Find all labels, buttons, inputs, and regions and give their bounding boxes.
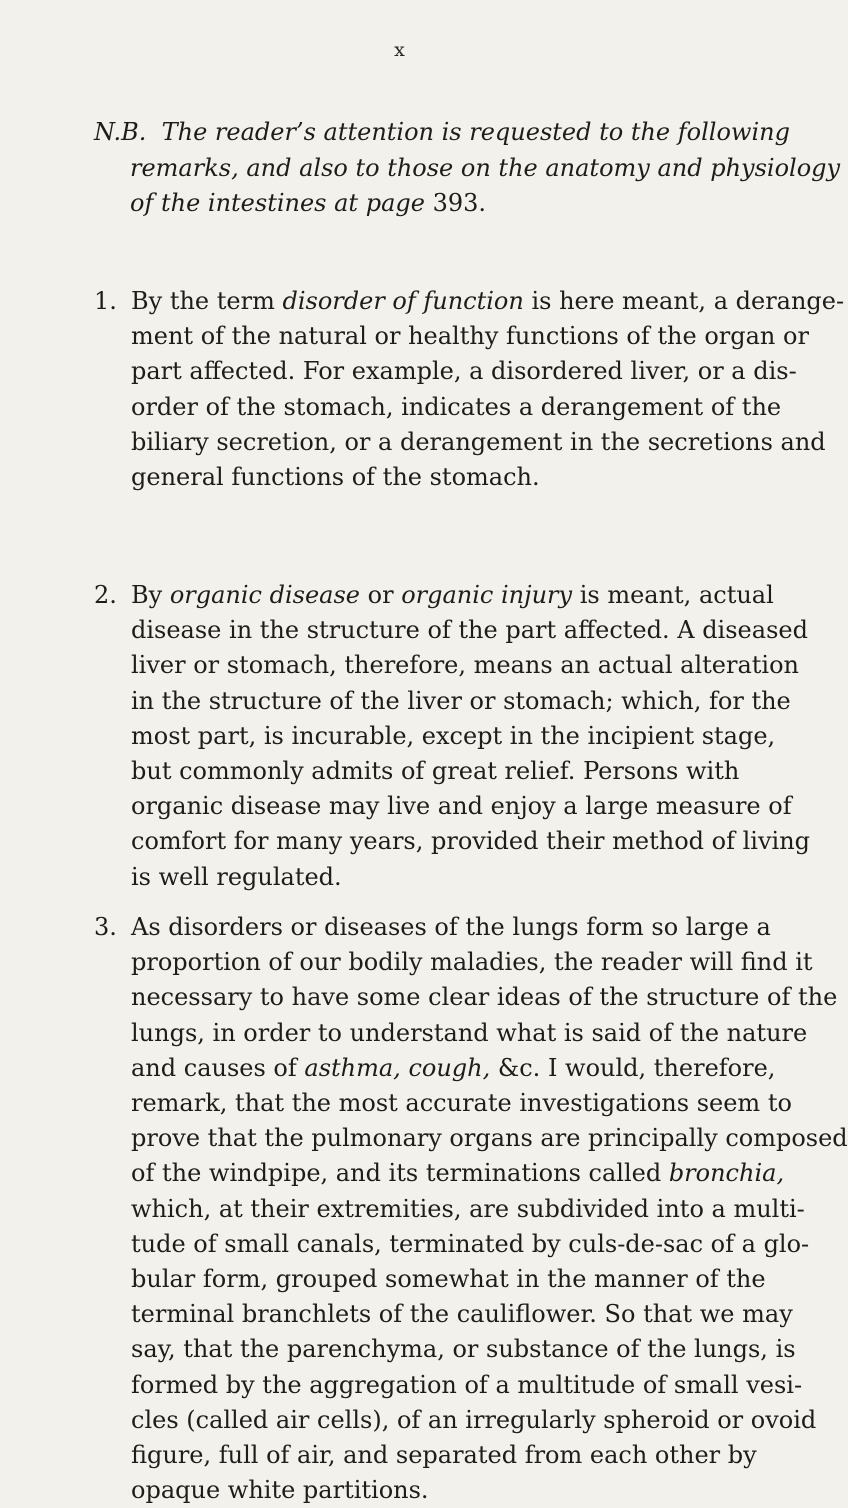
italic-term: organic injury [401,581,573,609]
line-text: bular form, grouped somewhat in the manner of the [131,1265,766,1294]
paragraph-1 [94,284,845,495]
line-text: figure, full of air, and separated from each other by [131,1441,757,1470]
line-text: By the term [131,287,283,315]
text-line [94,354,797,389]
italic-term: asthma, cough, [304,1053,491,1082]
page-number: x [394,39,406,61]
line-text: ment of the natural or healthy functions of the organ or [131,322,809,351]
text-line [94,1262,766,1297]
italic-term: disorder of function [282,287,524,315]
line-text: organic disease may live and enjoy a large measure of [131,792,792,821]
line-text: disease in the structure of the part affected. A diseased [131,616,808,645]
text-line [94,980,838,1015]
line-text: remark, that the most accurate investigations seem to [131,1089,792,1118]
nota-bene-line-2: remarks, and also to those on the anatomy and physiology [130,153,841,182]
line-text: tude of small canals, terminated by culs-de-sac of a glo- [131,1229,810,1258]
item-number: 3. [94,913,117,941]
text-line [94,578,774,613]
line-text: formed by the aggregation of a multitude of small vesi- [131,1370,803,1399]
line-text: order of the stomach, indicates a derangement of the [131,392,782,421]
item-number: 2. [94,581,117,609]
text-line [94,1192,805,1227]
line-text: necessary to have some clear ideas of the structure of the [131,983,838,1012]
nota-bene-line-1 [94,115,790,151]
line-text: is well regulated. [131,862,342,891]
line-text: most part, is incurable, except in the incipient stage, [131,721,776,750]
text-line [94,1156,785,1191]
text-line [94,789,792,824]
line-text: opaque white partitions. [131,1476,429,1505]
line-text: or [360,581,402,609]
text-line [94,1086,792,1121]
line-text: is meant, actual [572,581,774,609]
line-text: biliary secretion, or a derangement in the secretions and [131,427,826,456]
line-text: and causes of [131,1053,305,1082]
page-reference: 393. [432,189,487,217]
italic-term: bronchia, [668,1159,785,1188]
line-text: but commonly admits of great relief. Persons with [131,757,740,786]
line-text: which, at their extremities, are subdivided into a multi- [131,1194,805,1223]
line-text: is here meant, a derange- [523,287,845,315]
text-line [94,1016,808,1051]
nota-bene-note [94,115,841,222]
line-text: liver or stomach, therefore, means an actual alteration [131,651,800,680]
text-line [94,1368,803,1403]
nota-bene-text-3: of the intestines at page [130,189,433,217]
text-line [94,648,800,683]
paragraph-3 [94,910,848,1508]
nota-bene-text-1: The reader’s attention is requested to the following [161,118,790,146]
line-text: terminal branchlets of the cauliflower. So that we may [131,1300,793,1329]
text-line [94,1403,817,1438]
text-line [94,1438,759,1473]
text-line [94,460,759,495]
text-line [94,1297,793,1332]
line-text: in the structure of the liver or stomach; which, for the [131,686,791,715]
text-line [94,425,826,460]
paragraph-2 [94,578,811,895]
item-number: 1. [94,287,117,315]
text-line [94,910,771,945]
text-line [94,754,759,789]
line-text: general functions of the stomach. [131,463,540,492]
line-text: part affected. For example, a disordered liver, or a dis- [131,357,797,386]
text-line [94,319,809,354]
text-line [94,1121,848,1156]
line-text: lungs, in order to understand what is said of the nature [131,1018,808,1047]
text-line [94,860,759,895]
line-text: cles (called air cells), of an irregularly spheroid or ovoid [131,1405,817,1434]
line-text: say, that the parenchyma, or substance of the lungs, is [131,1335,796,1364]
nota-bene-line-3 [94,186,744,222]
text-line [94,684,791,719]
line-text: proportion of our bodily maladies, the reader will find it [131,948,813,977]
line-text: &c. I would, therefore, [490,1053,776,1082]
line-text: prove that the pulmonary organs are principally composed [131,1124,848,1153]
line-text: comfort for many years, provided their method of living [131,827,811,856]
text-line [94,1051,776,1086]
line-text: By [131,581,170,609]
text-line [94,390,782,425]
text-line [94,1332,796,1367]
text-line [94,1473,759,1508]
nota-bene-prefix: N.B. [94,118,147,146]
text-line [94,613,808,648]
text-line [94,284,845,319]
text-line [94,945,813,980]
italic-term: organic disease [169,581,361,609]
text-line [94,1227,810,1262]
text-line [94,824,811,859]
text-line [94,719,776,754]
line-text: of the windpipe, and its terminations called [131,1159,669,1188]
line-text: As disorders or diseases of the lungs form so large a [131,913,771,941]
